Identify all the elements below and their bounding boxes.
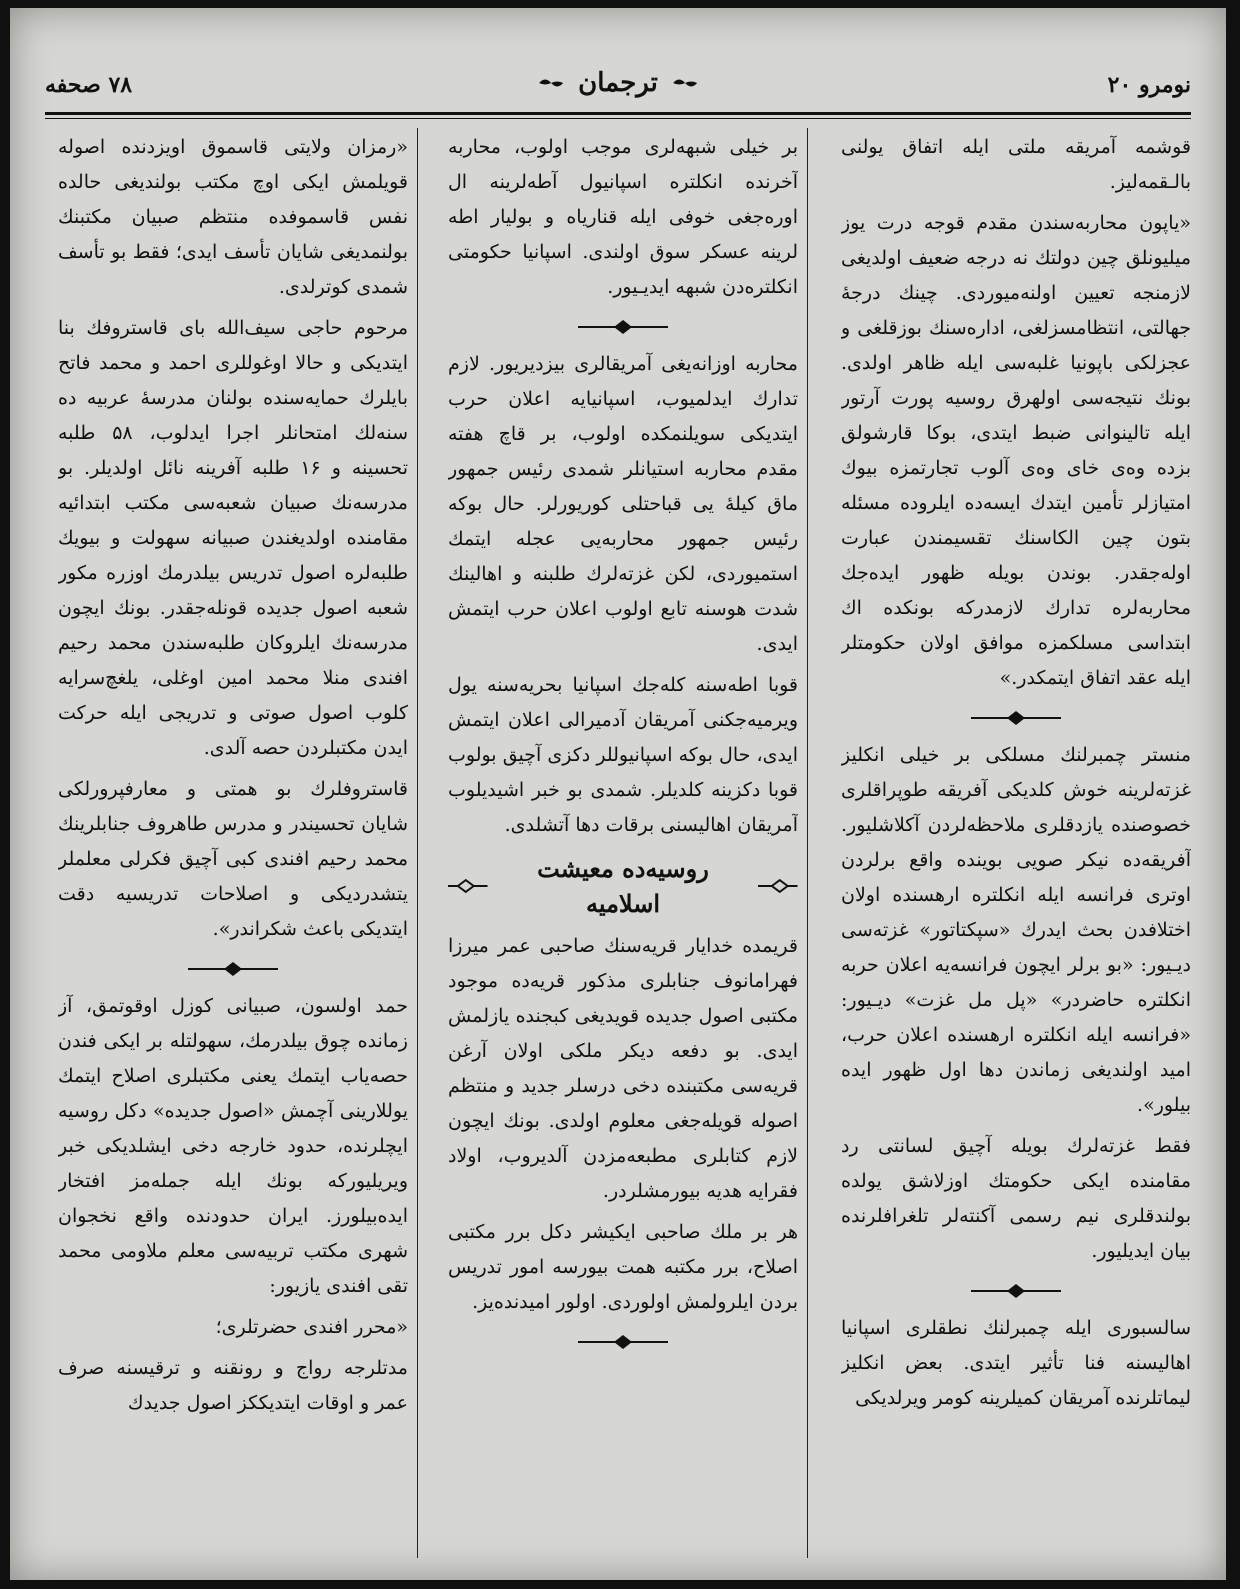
column-divider xyxy=(807,128,808,1558)
section-divider xyxy=(58,953,408,983)
section-divider xyxy=(448,1326,798,1356)
column-middle xyxy=(448,130,798,1550)
issue-number: نومرو ۲۰ xyxy=(1107,72,1191,98)
paragraph: فقط غزته‌لرك بويله آچيق لسانتى رد مقامنده ايكى حكومتك اوزلاشق يولده بولندقلرى نيم رسمى آكنته‌لر تلغرافلرنده بيان ايديليور. xyxy=(841,1135,1191,1262)
paragraph: «ياپون محاربه‌سندن مقدم قوجه درت يوز ميليونلق چين دولتك نه درجه ضعيف اولديغى لازمنجه تعيين اولنه‌ميوردى. چينك درجهٔ جهالتى، انتظامسزلغى، اداره‌سنك بوزقلغى و عجزلكى باپونيا غلبه‌سى ايله ظاهر اولدى. بونك نتيجه‌سى اولهرق روسيه پورت آرتور ايله تالينوانى ضبط ايتدى، بوكا قارشولق بزده وه‌ى خاى وه‌ى آلوب تجارتمزه بيوك امتيازلر تأمين ايتدك ايسه‌ده ايلروده مسئله بتون چين الكاسنك تقسيمندن عبارت اوله‌جقدر. بوندن بويله ظهور ايده‌جك محاربه‌لره تدارك لازمدركه بونكده اك ابتداسى مسلكمزه موافق اولان حكومتلر ايله عقد اتفاق ايتمكدر.» xyxy=(841,212,1191,689)
column-left xyxy=(58,130,408,1550)
headline-ornament-icon xyxy=(758,878,798,894)
paragraph: قاستروفلرك بو همتى و معارفپرورلكى شايان تحسيندر و مدرس طاهروف جنابلرينك محمد رحيم افندى كبى آچيق فكرلى معلملر يتشدرديكى و اصلاحات تدريسيه دقت ايتديكى باعث شكراندر». xyxy=(58,778,408,940)
masthead xyxy=(45,68,1191,108)
paragraph: بر خيلى شبهه‌لرى موجب اولوب، محاربه آخرنده انكلتره اسپانيول آطه‌لرينه ال اوره‌جغى خوفى ايله قنارياه و بوليار اطه لرينه عسكر سوق اولندى. اسپانيا حكومتى انكلتره‌دن شبهه ايديـيور. xyxy=(448,136,798,298)
paragraph: «رمزان ولايتى قاسموق اويزدنده اصوله قويلمش ايكى اوچ مكتب بولنديغى حالده نفس قاسموفده منتظم صبيان مكتبنك بولنمديغى شايان تأسف ايدى؛ فقط بو تأسف شمدى كوترلدى. xyxy=(58,136,408,298)
paragraph: حمد اولسون، صبيانى كوزل اوقوتمق، آز زمانده چوق بيلدرمك، سهولتله بر ايكى فندن حصه‌ياب ايتمك يعنى مكتبلرى اصلاح ايتمك يوللارينى آچمش «اصول جديده» دكل روسيه ايچلرنده، حدود خارجه دخى ايشلديكى خبر ويريليوركه بونك ايله جمله‌مز افتخار ايده‌بيلورز. ايران حدودنده واقع نخجوان شهرى مكتب تربيه‌سى معلم ملاومى محمد تقى افندى يازيور: xyxy=(58,995,408,1297)
section-divider xyxy=(448,311,798,341)
column-divider xyxy=(417,128,418,1558)
paragraph: قوشمه آمريقه ملتى ايله اتفاق يولنى بالـقمه‌ليز. xyxy=(841,136,1191,193)
paragraph: مرحوم حاجى سيف‌الله باى قاستروفك بنا ايتديكى و حالا اوغوللرى احمد و محمد فاتح بايلرك حمايه‌سنده بولنان مدرسهٔ عربيه ده سنه‌لك امتحانلر اجرا ايدلوب، ۵۸ طلبه تحسينه و ۱۶ طلبه آفرينه نائل اولديلر. بو مدرسه‌نك صبيان شعبه‌سى مكتب ابتدائيه مقامنده اولديغندن صبيانه سهولت و بيويك طلبه‌لره اصول تدريس بيلدرمك اوزره مكور شعبه اصول جديده قونله‌جقدر. بونك ايچون مدرسه‌نك ايلروكان طلبه‌سندن محمد رحيم افندى منلا محمد امين اوغلى، يلغچ‌سرايه كلوب اصول صوتى و تدريجى ايله حركت ايدن مكتبلردن حصه آلدى. xyxy=(58,317,408,759)
header-rule-thin xyxy=(45,118,1191,119)
paragraph: هر بر ملك صاحبى ايكيشر دكل برر مكتبى اصلاح، برر مكتبه همت بيورسه امور تدريس بردن ايلرولمش اولوردى. اولور اميدندەيز. xyxy=(448,1221,798,1313)
diamond-ornament-icon xyxy=(578,320,668,334)
diamond-ornament-icon xyxy=(971,711,1061,725)
ornament-left-icon xyxy=(538,76,564,90)
diamond-ornament-icon xyxy=(578,1335,668,1349)
headline-text: روسيه‌ده معيشت اسلاميه xyxy=(537,854,709,918)
paragraph: منستر چمبرلنك مسلكى بر خيلى انكليز غزته‌لرينه خوش كلديكى آفريقه طوپراقلرى خصوصنده يازدقلرى ملاحظه‌لردن آكلاشليور. آفريقه‌ده نيكر صويى بوينده واقع برلردن اوترى فرانسه ايله انكلتره ارهسنده اولان اختلافدن بحث ايدرك «سپكتاتور» غزته‌سى ديـيور: «بو برلر ايچون فرانسه‌يه اعلان حربه انكلتره حاضردر» «پل مل غزت» ديـيور: «فرانسه ايله انكلتره ارهسنده اعلان حرب، اميد اولنديغى زماندن دها اول ظهور ايده بيلور». xyxy=(841,744,1191,1116)
section-divider xyxy=(841,702,1191,732)
section-headline xyxy=(448,851,798,921)
paragraph: قوبا اطه‌سنه كله‌جك اسپانيا بحريه‌سنه يول ويرميه‌جكنى آمريقان آدميرالى اعلان ايتمش ايدى، حال بوكه اسپانيوللر دكزى آچيق بولوب قوبا دكزينه كلديلر. شمدى بو خبر اشيديلوب آمريقان اهاليسنى برقات دها آتشلدى. xyxy=(448,674,798,836)
ornament-right-icon xyxy=(672,76,698,90)
paragraph: قريمده خدايار قريه‌سنك صاحبى عمر ميرزا فهرامانوف جنابلرى مذكور قريه‌ده موجود مكتبى اصول جديده قويديغى كبجنده يازلمش ايدى. بو دفعه ديكر ملكى اولان آرغن قريه‌سى مكتبنده دخى درسلر جديد و منتظم اصوله قويله‌جغى معلوم اولدى. بونك ايچون لازم كتابلرى مطبعه‌مزدن آلديروب، اولاد فقرايه هديه بيورمشلردر. xyxy=(448,935,798,1202)
masthead-title-block xyxy=(538,68,698,98)
newspaper-page xyxy=(10,8,1226,1580)
newspaper-title: ترجمان xyxy=(578,68,658,98)
diamond-ornament-icon xyxy=(188,962,278,976)
paragraph: مدتلرجه رواج و رونقنه و ترقيسنه صرف عمر و اوقات ايتديككز اصول جديدك xyxy=(58,1357,408,1414)
column-right xyxy=(841,130,1191,1550)
headline-ornament-icon xyxy=(448,878,488,894)
page-number: ۷۸ صحفه xyxy=(45,72,133,98)
paragraph: «محرر افندى حضرتلرى؛ xyxy=(215,1316,408,1338)
paragraph: سالسبورى ايله چمبرلنك نطقلرى اسپانيا اهاليسنه فنا تأثير ايتدى. بعض انكليز ليماتلرنده آمريقان كميلرينه كومر ويرلديكى xyxy=(841,1317,1191,1409)
paragraph: محاربه اوزانه‌يغى آمريقالرى بيزديريور. لازم تدارك ايدلميوب، اسپانيايه اعلان حرب ايتديكى سويلنمكده اولوب، بر قاچ هفته مقدم محاربه استيانلر شمدى رئيس جمهور ماق كيلهٔ يى قباحتلى كوريورلر. حال بوكه رئيس جمهور محاربه‌يى عجله ايتمك استميوردى، لكن غزته‌لرك طلبنه و اهالينك شدت هوسنه تابع اولوب اعلان حرب ايتمش ايدى. xyxy=(448,353,798,655)
header-rule xyxy=(45,112,1191,115)
section-divider xyxy=(841,1275,1191,1305)
diamond-ornament-icon xyxy=(971,1284,1061,1298)
